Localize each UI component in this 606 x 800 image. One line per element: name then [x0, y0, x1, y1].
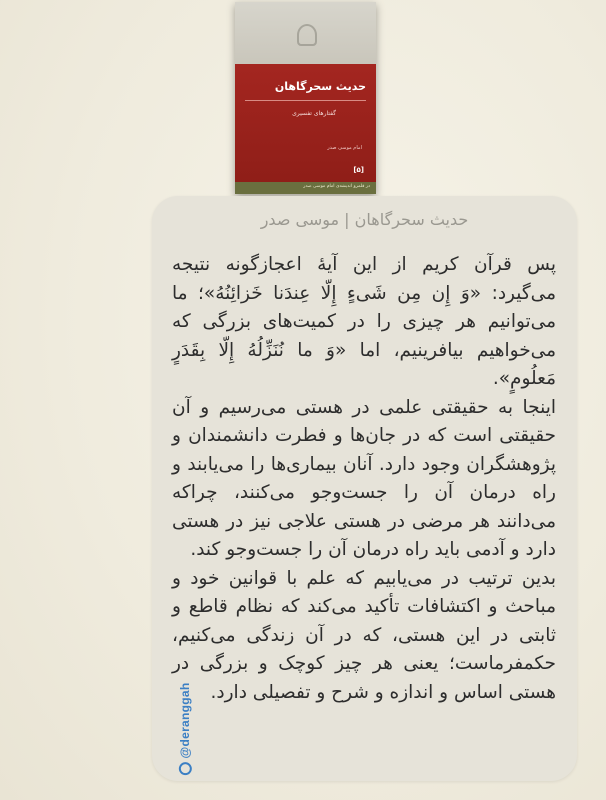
paragraph-1: پس قرآن کریم از این آیهٔ اعجازگونه نتیجه می‌گیرد: «وَ إِن مِن شَیءٍ إِلّا عِندَنا خَزائِنُهُ»؛ ما می‌توانیم هر چیزی را در کمیت‌های بزرگی که می‌خواهیم بیافرینیم، اما «وَ ما نُنَزِّلُهُ إِلّا بِقَدَرٍ مَعلُومٍ». — [172, 254, 556, 389]
book-series: در قلمرو اندیشه‌ی امام موسی صدر — [303, 184, 370, 189]
book-title: حدیث سحرگاهان — [274, 80, 366, 93]
publisher-logo-icon — [297, 24, 317, 46]
channel-watermark — [170, 650, 196, 780]
book-author: امام موسی صدر — [327, 145, 362, 151]
book-title-divider — [245, 100, 366, 101]
book-cover — [235, 2, 376, 194]
paragraph-2: اینجا به حقیقتی علمی در هستی می‌رسیم و آن حقیقتی است که در جان‌ها و فطرت دانشمندان و پژوهشگران وجود دارد. آنان بیماری‌ها را می‌یابند و راه درمان آن را جست‌وجو می‌کنند، چراکه می‌دانند هر مرضی در هستی علاجی نیز در هستی دارد و آدمی باید راه درمان آن را جست‌وجو کند. — [172, 396, 556, 560]
telegram-icon — [179, 762, 192, 775]
book-subtitle: گفتارهای تفسیری — [292, 110, 336, 117]
quote-text — [172, 251, 556, 707]
book-volume-number: [۵] — [353, 166, 364, 174]
card-header: حدیث سحرگاهان | موسی صدر — [260, 210, 469, 229]
paragraph-3: بدین ترتیب در می‌یابیم که علم با قوانین خود و مباحث و اکتشافات تأکید می‌کند که نظام قاطع و ثابتی در این هستی، که در آن زندگی می‌کنیم، حکمفرماست؛ یعنی هر چیز کوچک و بزرگی در هستی اساس و اندازه و شرح و تفصیلی دارد. — [172, 567, 556, 703]
watermark-text: @deranggah — [177, 682, 192, 759]
